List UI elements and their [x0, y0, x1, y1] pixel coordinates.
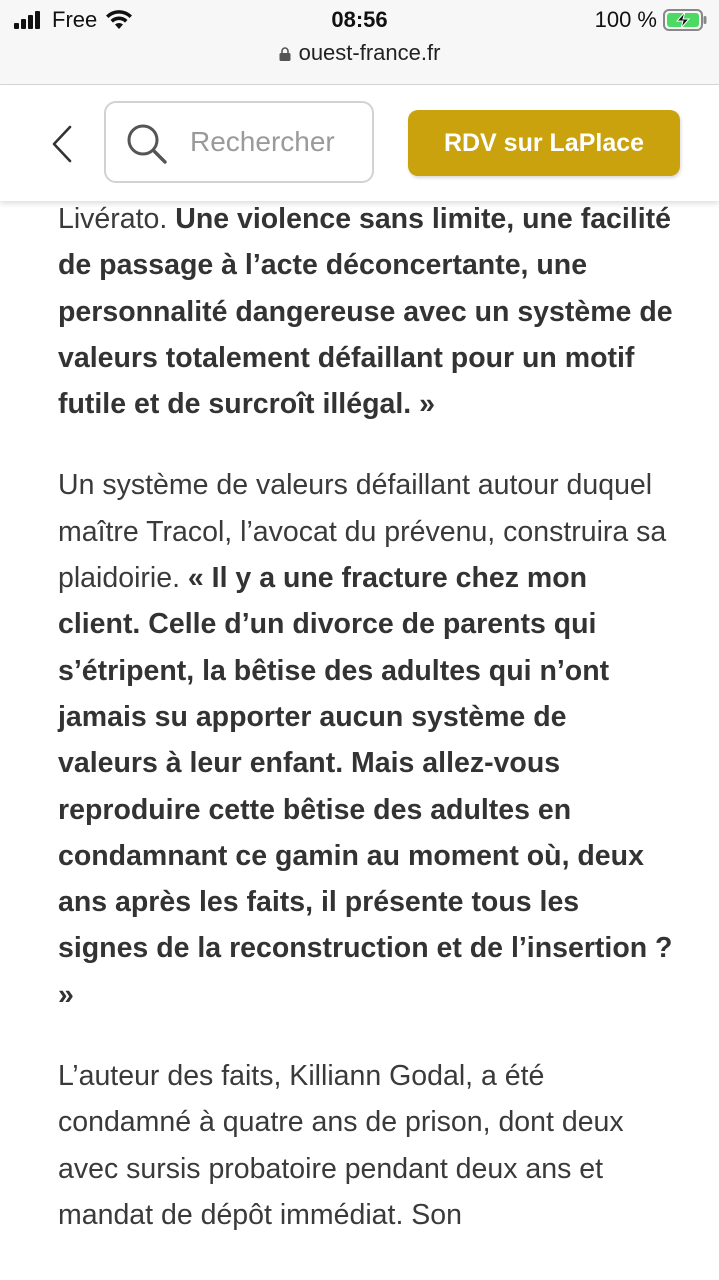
site-header [0, 85, 719, 201]
article-paragraph [58, 196, 673, 427]
paragraph-lead: Un système de valeurs défaillant autour duquel maître Tracol, l’avocat du prévenu, construira sa plaidoirie. [58, 469, 667, 595]
url-text: ouest-france.fr [298, 40, 441, 65]
quote-bold: Une violence sans limite, une facilité de passage à l’acte déconcertante, une personnalité dangereuse avec un système de valeurs totalement défaillant pour un motif futile et de surcroît illégal. » [58, 203, 673, 421]
paragraph-text: L’auteur des faits, Killiann Godal, a été condamné à quatre ans de prison, dont deux avec sursis probatoire pendant deux ans et mandat de dépôt immédiat. Son [58, 1060, 624, 1231]
paragraph-lead: Livérato. [58, 203, 176, 235]
clock: 08:56 [331, 7, 388, 32]
search-input[interactable] [190, 117, 360, 167]
url-display[interactable] [0, 40, 719, 66]
rdv-laplace-button[interactable]: RDV sur LaPlace [408, 110, 680, 176]
search-icon [126, 123, 168, 165]
search-box[interactable] [104, 101, 374, 183]
battery-charging-icon [663, 9, 707, 31]
back-chevron-icon[interactable] [44, 123, 80, 165]
quote-bold: « Il y a une fracture chez mon client. Celle d’un divorce de parents qui s’étripent, la bêtise des adultes qui n’ont jamais su apporter aucun système de valeurs à leur enfant. Mais allez-vous reproduire cette bêtise des adultes en condamnant ce gamin au moment où, deux ans après les faits, il présente tous les signes de la reconstruction et de l’insertion ? » [58, 562, 673, 1011]
lock-icon [279, 47, 291, 61]
article-body [58, 196, 673, 1273]
battery-percentage: 100 % [594, 7, 657, 32]
status-right [595, 7, 707, 33]
article-paragraph [58, 462, 673, 1018]
browser-url-bar[interactable] [0, 38, 719, 85]
carrier-name: Free [52, 7, 98, 32]
status-bar [0, 0, 719, 38]
article-paragraph [58, 1053, 673, 1238]
